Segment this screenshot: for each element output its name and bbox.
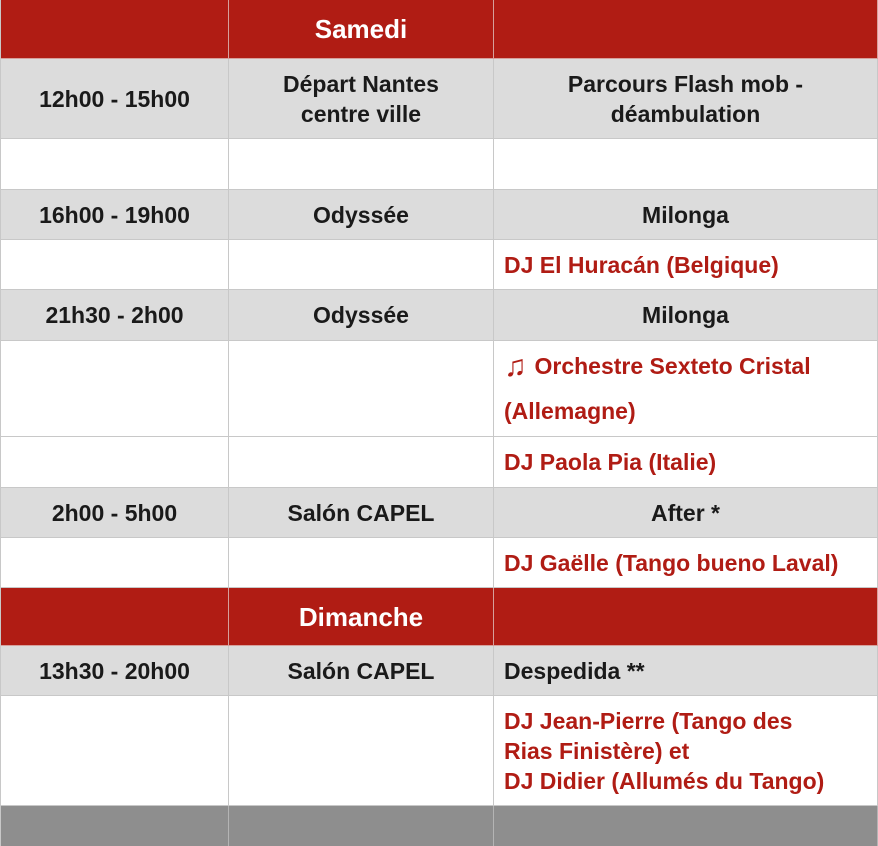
place-cell: Odyssée (229, 190, 494, 239)
dj-cell: DJ El Huracán (Belgique) (494, 240, 878, 289)
empty-cell (1, 0, 229, 58)
place-cell (229, 59, 494, 138)
table-row (1, 437, 878, 488)
empty-cell (1, 588, 229, 645)
empty-cell (229, 696, 494, 805)
place-line: Départ Nantes (283, 70, 439, 97)
event-line: Parcours Flash mob - (567, 70, 804, 97)
orchestra-line: Orchestre Sexteto Cristal (534, 353, 811, 379)
empty-cell (229, 538, 494, 587)
day-title: Dimanche (229, 588, 494, 645)
empty-cell (494, 0, 878, 58)
empty-cell (1, 240, 229, 289)
orchestra-cell (494, 341, 878, 436)
footer-row (1, 806, 878, 846)
place-cell: Salón CAPEL (229, 488, 494, 537)
event-cell: Milonga (494, 290, 878, 340)
place-cell: Odyssée (229, 290, 494, 340)
dj-line: DJ Didier (Allumés du Tango) (504, 767, 825, 794)
event-cell: Milonga (494, 190, 878, 239)
empty-cell (1, 806, 229, 846)
empty-cell (1, 139, 229, 189)
empty-cell (229, 437, 494, 487)
empty-cell (1, 437, 229, 487)
day-title: Samedi (229, 0, 494, 58)
empty-cell (229, 806, 494, 846)
table-row (1, 290, 878, 341)
event-cell (494, 59, 878, 138)
empty-cell (494, 806, 878, 846)
time-cell: 16h00 - 19h00 (1, 190, 229, 239)
empty-cell (1, 341, 229, 436)
event-cell: Despedida ** (494, 646, 878, 695)
table-row (1, 488, 878, 538)
event-line: déambulation (610, 100, 761, 127)
table-row (1, 59, 878, 139)
dj-line: Rias Finistère) et (504, 737, 690, 764)
place-cell: Salón CAPEL (229, 646, 494, 695)
table-row (1, 646, 878, 696)
table-row (1, 341, 878, 437)
table-row (1, 538, 878, 588)
day-header-dimanche (1, 588, 878, 646)
day-header-samedi (1, 0, 878, 59)
empty-cell (1, 538, 229, 587)
music-note-icon: ♫ (504, 350, 527, 383)
table-row (1, 190, 878, 240)
dj-cell (494, 696, 878, 805)
time-cell: 2h00 - 5h00 (1, 488, 229, 537)
place-line: centre ville (300, 100, 422, 127)
time-cell: 21h30 - 2h00 (1, 290, 229, 340)
orchestra-line: (Allemagne) (504, 398, 636, 424)
empty-cell (1, 696, 229, 805)
table-row (1, 696, 878, 806)
empty-cell (494, 139, 878, 189)
empty-cell (229, 139, 494, 189)
event-cell: After * (494, 488, 878, 537)
dj-cell: DJ Paola Pia (Italie) (494, 437, 878, 487)
table-row (1, 139, 878, 190)
time-cell: 12h00 - 15h00 (1, 59, 229, 138)
table-row (1, 240, 878, 290)
dj-line: DJ Jean-Pierre (Tango des (504, 707, 793, 734)
empty-cell (229, 240, 494, 289)
empty-cell (494, 588, 878, 645)
dj-cell: DJ Gaëlle (Tango bueno Laval) (494, 538, 878, 587)
time-cell: 13h30 - 20h00 (1, 646, 229, 695)
empty-cell (229, 341, 494, 436)
